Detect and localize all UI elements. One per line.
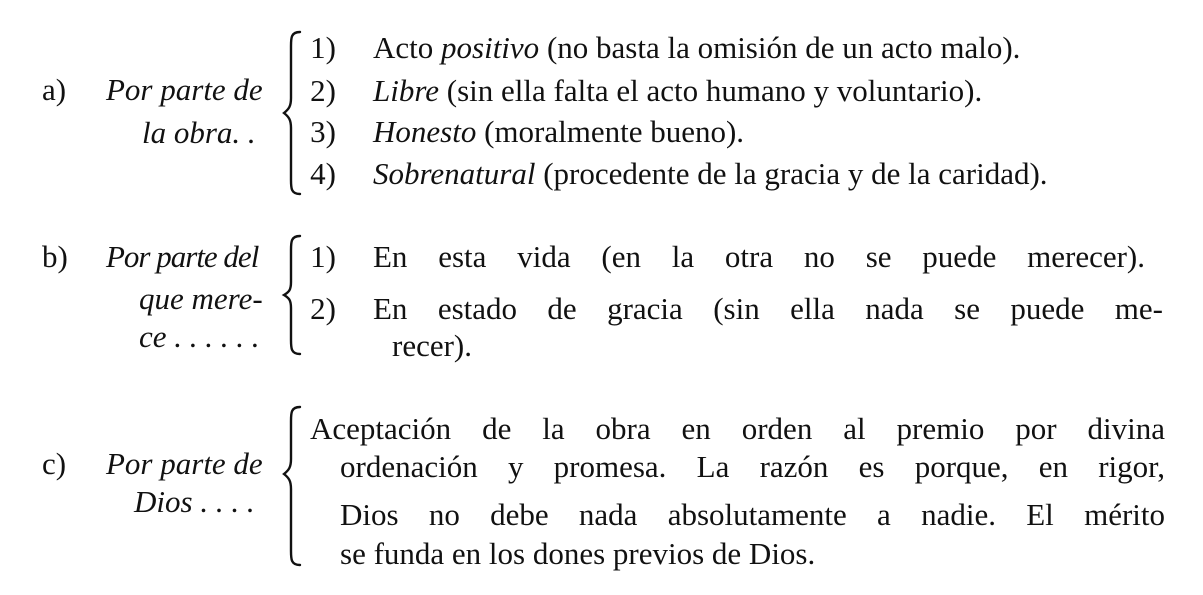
section-heading-line: Por parte de xyxy=(106,72,263,107)
item-text-continuation: recer). xyxy=(392,328,472,363)
section-heading-line: Por parte de xyxy=(106,446,263,481)
item-number: 1) xyxy=(310,239,336,274)
item-text: Acto positivo (no basta la omisión de un acto malo). xyxy=(373,30,1021,65)
section-heading-line: ce . . . . . . xyxy=(139,319,260,354)
section-letter: a) xyxy=(42,72,67,107)
paragraph-line: Dios no debe nada absolutamente a nadie. El mérito xyxy=(340,497,1165,532)
paragraph-line: Aceptación de la obra en orden al premio por divina xyxy=(310,411,1165,446)
item-text: Sobrenatural (procedente de la gracia y de la caridad). xyxy=(373,156,1048,191)
section-letter: c) xyxy=(42,446,67,481)
curly-brace xyxy=(280,403,306,569)
item-text: En esta vida (en la otra no se puede merecer). xyxy=(373,239,1145,274)
section-heading-line: la obra. . xyxy=(142,115,256,150)
item-text: Libre (sin ella falta el acto humano y voluntario). xyxy=(373,73,983,108)
item-number: 3) xyxy=(310,114,336,149)
item-number: 1) xyxy=(310,30,336,65)
item-text: Honesto (moralmente bueno). xyxy=(373,114,745,149)
section-heading-line: Por parte del xyxy=(106,239,259,274)
item-number: 2) xyxy=(310,73,336,108)
item-text: En estado de gracia (sin ella nada se puede me- xyxy=(373,291,1163,326)
item-number: 4) xyxy=(310,156,336,191)
section-heading-line: que mere- xyxy=(139,281,263,316)
paragraph-line: ordenación y promesa. La razón es porque, en rigor, xyxy=(340,449,1165,484)
paragraph-line: se funda en los dones previos de Dios. xyxy=(340,536,816,571)
item-number: 2) xyxy=(310,291,336,326)
section-letter: b) xyxy=(42,239,68,274)
section-heading-line: Dios . . . . xyxy=(134,484,255,519)
